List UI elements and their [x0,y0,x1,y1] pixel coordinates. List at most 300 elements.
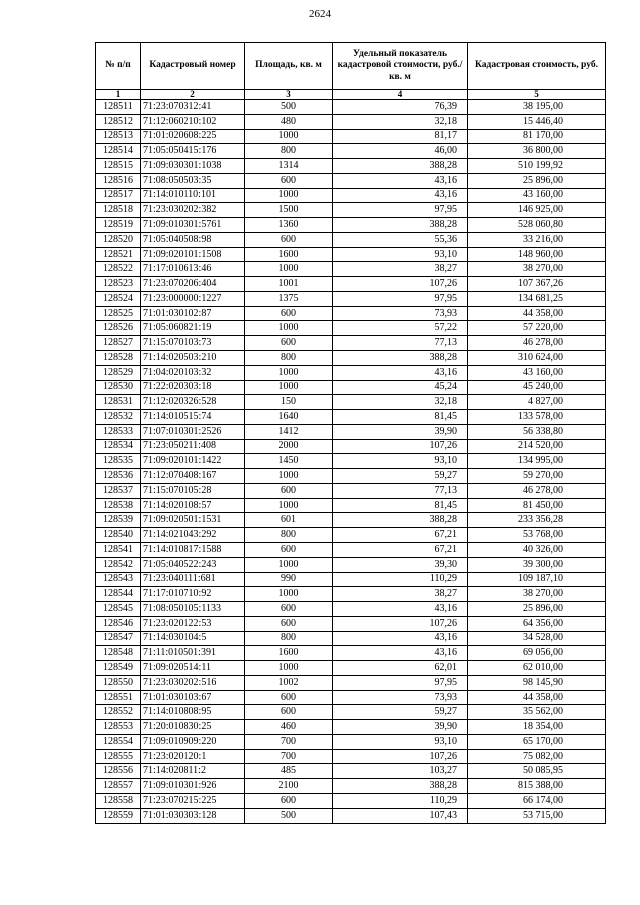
area-cell: 601 [245,513,333,528]
area-cell: 1600 [245,646,333,661]
table-row [96,159,606,174]
table-row [96,454,606,469]
cadastral-value-cell: 43 160,00 [468,365,606,380]
cadastral-value-cell: 148 960,00 [468,247,606,262]
area-cell: 600 [245,616,333,631]
area-cell: 150 [245,395,333,410]
table-row [96,321,606,336]
area-cell: 1000 [245,365,333,380]
table-row [96,616,606,631]
cadastral-value-cell: 36 800,00 [468,144,606,159]
row-number-cell: 128559 [96,808,141,823]
specific-value-cell: 38,27 [333,587,468,602]
specific-value-cell: 77,13 [333,336,468,351]
cadastral-number-cell: 71:01:030303:128 [141,808,245,823]
cadastral-number-cell: 71:09:020514:11 [141,661,245,676]
row-number-cell: 128547 [96,631,141,646]
cadastral-number-cell: 71:23:070215:225 [141,793,245,808]
cadastral-value-cell: 18 354,00 [468,720,606,735]
area-cell: 800 [245,351,333,366]
header-cadastral-value: Кадастровая стоимость, руб. [468,43,606,90]
cadastral-number-cell: 71:14:020811:2 [141,764,245,779]
row-number-cell: 128532 [96,410,141,425]
table-row [96,646,606,661]
row-number-cell: 128519 [96,218,141,233]
table-row [96,365,606,380]
cadastral-value-cell: 69 056,00 [468,646,606,661]
row-number-cell: 128549 [96,661,141,676]
cadastral-value-cell: 133 578,00 [468,410,606,425]
area-cell: 1360 [245,218,333,233]
area-cell: 1000 [245,129,333,144]
row-number-cell: 128524 [96,291,141,306]
table-row [96,705,606,720]
cadastral-value-cell: 50 085,95 [468,764,606,779]
row-number-cell: 128525 [96,306,141,321]
specific-value-cell: 43,16 [333,602,468,617]
cadastral-value-cell: 59 270,00 [468,469,606,484]
specific-value-cell: 67,21 [333,528,468,543]
cadastral-value-cell: 65 170,00 [468,734,606,749]
cadastral-value-cell: 38 270,00 [468,262,606,277]
cadastral-number-cell: 71:23:000000:1227 [141,291,245,306]
row-number-cell: 128556 [96,764,141,779]
area-cell: 1000 [245,380,333,395]
specific-value-cell: 57,22 [333,321,468,336]
cadastral-number-cell: 71:14:020108:57 [141,498,245,513]
area-cell: 600 [245,306,333,321]
cadastral-number-cell: 71:23:070206:404 [141,277,245,292]
cadastral-value-cell: 81 170,00 [468,129,606,144]
cadastral-number-cell: 71:22:020303:18 [141,380,245,395]
cadastral-value-cell: 4 827,00 [468,395,606,410]
area-cell: 1000 [245,587,333,602]
cadastral-value-cell: 38 195,00 [468,100,606,115]
table-header-row [96,43,606,90]
row-number-cell: 128516 [96,173,141,188]
header-area: Площадь, кв. м [245,43,333,90]
table-row [96,100,606,115]
row-number-cell: 128536 [96,469,141,484]
table-row [96,410,606,425]
cadastral-value-cell: 53 715,00 [468,808,606,823]
table-row [96,631,606,646]
row-number-cell: 128534 [96,439,141,454]
specific-value-cell: 38,27 [333,262,468,277]
row-number-cell: 128529 [96,365,141,380]
cadastral-value-cell: 46 278,00 [468,483,606,498]
row-number-cell: 128527 [96,336,141,351]
cadastral-value-cell: 34 528,00 [468,631,606,646]
table-row [96,439,606,454]
cadastral-number-cell: 71:09:020501:1531 [141,513,245,528]
cadastral-value-cell: 64 356,00 [468,616,606,631]
row-number-cell: 128526 [96,321,141,336]
cadastral-number-cell: 71:23:030202:382 [141,203,245,218]
column-number: 2 [141,90,245,100]
specific-value-cell: 43,16 [333,173,468,188]
area-cell: 1375 [245,291,333,306]
row-number-cell: 128546 [96,616,141,631]
specific-value-cell: 107,43 [333,808,468,823]
cadastral-value-cell: 57 220,00 [468,321,606,336]
cadastral-value-cell: 528 060,80 [468,218,606,233]
cadastral-number-cell: 71:17:010613:46 [141,262,245,277]
cadastral-number-cell: 71:23:020122:53 [141,616,245,631]
area-cell: 700 [245,734,333,749]
row-number-cell: 128514 [96,144,141,159]
row-number-cell: 128553 [96,720,141,735]
table-row [96,336,606,351]
specific-value-cell: 97,95 [333,203,468,218]
specific-value-cell: 43,16 [333,365,468,380]
column-number: 3 [245,90,333,100]
cadastral-value-cell: 38 270,00 [468,587,606,602]
table-row [96,793,606,808]
specific-value-cell: 97,95 [333,291,468,306]
cadastral-value-cell: 44 358,00 [468,306,606,321]
cadastral-number-cell: 71:14:010515:74 [141,410,245,425]
specific-value-cell: 110,29 [333,572,468,587]
row-number-cell: 128515 [96,159,141,174]
specific-value-cell: 67,21 [333,542,468,557]
row-number-cell: 128540 [96,528,141,543]
area-cell: 500 [245,808,333,823]
row-number-cell: 128522 [96,262,141,277]
cadastral-number-cell: 71:07:010301:2526 [141,424,245,439]
table-row [96,218,606,233]
table-row [96,306,606,321]
row-number-cell: 128557 [96,779,141,794]
cadastral-value-cell: 107 367,26 [468,277,606,292]
cadastral-value-cell: 98 145,90 [468,675,606,690]
cadastral-number-cell: 71:12:060210:102 [141,114,245,129]
specific-value-cell: 39,90 [333,720,468,735]
header-row-number: № п/п [96,43,141,90]
area-cell: 485 [245,764,333,779]
table-row [96,720,606,735]
cadastral-number-cell: 71:05:050415:176 [141,144,245,159]
header-cadastral-number: Кадастровый номер [141,43,245,90]
table-row [96,114,606,129]
specific-value-cell: 59,27 [333,705,468,720]
area-cell: 600 [245,232,333,247]
table-row [96,173,606,188]
specific-value-cell: 107,26 [333,616,468,631]
specific-value-cell: 77,13 [333,483,468,498]
row-number-cell: 128548 [96,646,141,661]
cadastral-number-cell: 71:01:030102:87 [141,306,245,321]
area-cell: 1000 [245,498,333,513]
table-row [96,232,606,247]
area-cell: 600 [245,602,333,617]
cadastral-value-cell: 233 356,28 [468,513,606,528]
table-row [96,188,606,203]
table-row [96,690,606,705]
specific-value-cell: 73,93 [333,690,468,705]
row-number-cell: 128554 [96,734,141,749]
area-cell: 1000 [245,661,333,676]
cadastral-value-cell: 15 446,40 [468,114,606,129]
area-cell: 600 [245,793,333,808]
cadastral-number-cell: 71:14:021043:292 [141,528,245,543]
row-number-cell: 128558 [96,793,141,808]
area-cell: 600 [245,336,333,351]
specific-value-cell: 93,10 [333,734,468,749]
area-cell: 1600 [245,247,333,262]
cadastral-value-cell: 146 925,00 [468,203,606,218]
specific-value-cell: 76,39 [333,100,468,115]
table-row [96,602,606,617]
row-number-cell: 128538 [96,498,141,513]
specific-value-cell: 81,45 [333,410,468,425]
specific-value-cell: 110,29 [333,793,468,808]
table-row [96,661,606,676]
cadastral-value-cell: 39 300,00 [468,557,606,572]
specific-value-cell: 46,00 [333,144,468,159]
table-body [96,90,606,824]
specific-value-cell: 388,28 [333,351,468,366]
row-number-cell: 128521 [96,247,141,262]
cadastral-value-cell: 214 520,00 [468,439,606,454]
cadastral-value-cell: 134 681,25 [468,291,606,306]
specific-value-cell: 103,27 [333,764,468,779]
area-cell: 1640 [245,410,333,425]
area-cell: 600 [245,690,333,705]
page-number: 2624 [309,8,331,20]
table-row [96,572,606,587]
header-specific-value: Удельный показатель кадастровой стоимости, руб./кв. м [333,43,468,90]
table-row [96,587,606,602]
cadastral-value-cell: 66 174,00 [468,793,606,808]
cadastral-value-table [95,42,606,824]
area-cell: 500 [245,100,333,115]
row-number-cell: 128551 [96,690,141,705]
specific-value-cell: 107,26 [333,439,468,454]
row-number-cell: 128535 [96,454,141,469]
table-row [96,542,606,557]
area-cell: 1314 [245,159,333,174]
specific-value-cell: 107,26 [333,277,468,292]
table-row [96,277,606,292]
area-cell: 2000 [245,439,333,454]
table-row [96,262,606,277]
area-cell: 600 [245,173,333,188]
row-number-cell: 128542 [96,557,141,572]
table-row [96,291,606,306]
specific-value-cell: 32,18 [333,395,468,410]
table-row [96,764,606,779]
cadastral-number-cell: 71:14:020503:210 [141,351,245,366]
cadastral-value-cell: 109 187,10 [468,572,606,587]
row-number-cell: 128537 [96,483,141,498]
area-cell: 700 [245,749,333,764]
row-number-cell: 128528 [96,351,141,366]
cadastral-value-cell: 45 240,00 [468,380,606,395]
row-number-cell: 128544 [96,587,141,602]
cadastral-value-cell: 40 326,00 [468,542,606,557]
row-number-cell: 128512 [96,114,141,129]
specific-value-cell: 97,95 [333,675,468,690]
table-row [96,203,606,218]
table-row [96,469,606,484]
area-cell: 800 [245,144,333,159]
cadastral-number-cell: 71:08:050105:1133 [141,602,245,617]
cadastral-value-cell: 46 278,00 [468,336,606,351]
specific-value-cell: 107,26 [333,749,468,764]
cadastral-value-cell: 815 388,00 [468,779,606,794]
specific-value-cell: 388,28 [333,513,468,528]
specific-value-cell: 93,10 [333,454,468,469]
cadastral-value-cell: 56 338,80 [468,424,606,439]
cadastral-value-cell: 53 768,00 [468,528,606,543]
column-number: 4 [333,90,468,100]
cadastral-number-cell: 71:09:010301:926 [141,779,245,794]
area-cell: 600 [245,705,333,720]
row-number-cell: 128555 [96,749,141,764]
cadastral-value-cell: 62 010,00 [468,661,606,676]
specific-value-cell: 73,93 [333,306,468,321]
table-row [96,528,606,543]
cadastral-number-cell: 71:09:010301:5761 [141,218,245,233]
specific-value-cell: 81,17 [333,129,468,144]
cadastral-value-cell: 510 199,92 [468,159,606,174]
table-row [96,779,606,794]
area-cell: 1001 [245,277,333,292]
specific-value-cell: 59,27 [333,469,468,484]
cadastral-value-cell: 43 160,00 [468,188,606,203]
area-cell: 600 [245,483,333,498]
table-row [96,144,606,159]
row-number-cell: 128531 [96,395,141,410]
cadastral-number-cell: 71:08:050503:35 [141,173,245,188]
cadastral-value-cell: 33 216,00 [468,232,606,247]
row-number-cell: 128552 [96,705,141,720]
cadastral-number-cell: 71:05:040522:243 [141,557,245,572]
cadastral-number-cell: 71:17:010710:92 [141,587,245,602]
table-row [96,557,606,572]
cadastral-number-cell: 71:23:070312:41 [141,100,245,115]
row-number-cell: 128518 [96,203,141,218]
cadastral-number-cell: 71:23:040111:681 [141,572,245,587]
cadastral-value-cell: 134 995,00 [468,454,606,469]
cadastral-value-cell: 44 358,00 [468,690,606,705]
cadastral-value-cell: 81 450,00 [468,498,606,513]
specific-value-cell: 39,90 [333,424,468,439]
cadastral-number-cell: 71:12:070408:167 [141,469,245,484]
row-number-cell: 128517 [96,188,141,203]
column-number: 5 [468,90,606,100]
row-number-cell: 128550 [96,675,141,690]
area-cell: 1000 [245,557,333,572]
cadastral-number-cell: 71:14:010808:95 [141,705,245,720]
table-row [96,351,606,366]
area-cell: 480 [245,114,333,129]
specific-value-cell: 45,24 [333,380,468,395]
area-cell: 1002 [245,675,333,690]
table-row [96,129,606,144]
row-number-cell: 128539 [96,513,141,528]
row-number-cell: 128513 [96,129,141,144]
area-cell: 2100 [245,779,333,794]
cadastral-number-cell: 71:05:040508:98 [141,232,245,247]
cadastral-number-cell: 71:14:010110:101 [141,188,245,203]
cadastral-number-cell: 71:09:020101:1508 [141,247,245,262]
row-number-cell: 128511 [96,100,141,115]
cadastral-number-cell: 71:09:030301:1038 [141,159,245,174]
area-cell: 800 [245,631,333,646]
cadastral-number-cell: 71:12:020326:528 [141,395,245,410]
cadastral-number-cell: 71:11:010501:391 [141,646,245,661]
area-cell: 1500 [245,203,333,218]
table-row [96,395,606,410]
area-cell: 990 [245,572,333,587]
cadastral-number-cell: 71:23:020120:1 [141,749,245,764]
table-row [96,380,606,395]
area-cell: 1450 [245,454,333,469]
table-row [96,424,606,439]
cadastral-value-cell: 35 562,00 [468,705,606,720]
area-cell: 1000 [245,188,333,203]
specific-value-cell: 81,45 [333,498,468,513]
specific-value-cell: 43,16 [333,631,468,646]
table-row [96,808,606,823]
table-row [96,675,606,690]
cadastral-number-cell: 71:09:010909:220 [141,734,245,749]
cadastral-value-cell: 25 896,00 [468,602,606,617]
specific-value-cell: 32,18 [333,114,468,129]
cadastral-value-cell: 310 624,00 [468,351,606,366]
specific-value-cell: 55,36 [333,232,468,247]
cadastral-number-cell: 71:04:020103:32 [141,365,245,380]
specific-value-cell: 388,28 [333,218,468,233]
area-cell: 1000 [245,469,333,484]
area-cell: 460 [245,720,333,735]
cadastral-number-cell: 71:23:030202:516 [141,675,245,690]
row-number-cell: 128520 [96,232,141,247]
cadastral-number-cell: 71:23:050211:408 [141,439,245,454]
row-number-cell: 128541 [96,542,141,557]
row-number-cell: 128545 [96,602,141,617]
area-cell: 1000 [245,321,333,336]
table-row [96,734,606,749]
specific-value-cell: 43,16 [333,646,468,661]
cadastral-number-cell: 71:14:030104:5 [141,631,245,646]
row-number-cell: 128543 [96,572,141,587]
specific-value-cell: 62,01 [333,661,468,676]
cadastral-number-cell: 71:15:070105:28 [141,483,245,498]
cadastral-number-cell: 71:05:060821:19 [141,321,245,336]
column-number-row [96,90,606,100]
cadastral-value-cell: 75 082,00 [468,749,606,764]
table-row [96,513,606,528]
cadastral-value-cell: 25 896,00 [468,173,606,188]
table-row [96,749,606,764]
specific-value-cell: 388,28 [333,779,468,794]
specific-value-cell: 39,30 [333,557,468,572]
area-cell: 1000 [245,262,333,277]
row-number-cell: 128530 [96,380,141,395]
area-cell: 600 [245,542,333,557]
specific-value-cell: 43,16 [333,188,468,203]
cadastral-number-cell: 71:20:010830:25 [141,720,245,735]
cadastral-number-cell: 71:14:010817:1588 [141,542,245,557]
cadastral-number-cell: 71:09:020101:1422 [141,454,245,469]
row-number-cell: 128533 [96,424,141,439]
area-cell: 800 [245,528,333,543]
cadastral-number-cell: 71:01:030103:67 [141,690,245,705]
area-cell: 1412 [245,424,333,439]
